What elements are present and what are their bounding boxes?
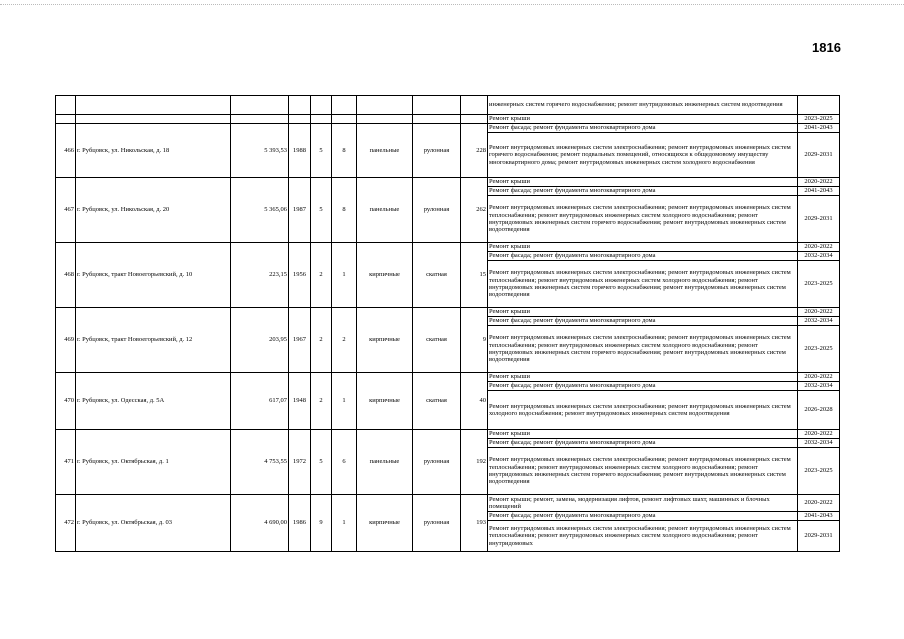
capital-repair-table: [55, 95, 840, 552]
work-description: Ремонт фасада; ремонт фундамента многоквартирного дома: [488, 124, 798, 133]
wall-material: панельные: [357, 124, 413, 178]
residents-count: 262: [461, 178, 488, 243]
work-period: 2020-2022: [798, 243, 840, 252]
work-period: 2020-2022: [798, 178, 840, 187]
building-row: [56, 178, 840, 187]
work-period: 2032-2034: [798, 252, 840, 261]
work-description: Ремонт крыши: [488, 115, 798, 124]
work-period: 2029-2031: [798, 196, 840, 243]
work-description: Ремонт внутридомовых инженерных систем электроснабжения; ремонт внутридомовых инженерных систем теплоснабжения; ремонт внутридомовых инженерных систем холодного водоснабжения; ремонт внутридомовых: [488, 521, 798, 552]
work-period: 2029-2031: [798, 521, 840, 552]
work-period: [798, 96, 840, 115]
empty-cell: [231, 115, 289, 124]
continuation-row: [56, 96, 840, 115]
building-entrances: 1: [332, 243, 357, 308]
building-address: г. Рубцовск, ул. Октябрьская, д. 03: [76, 495, 231, 552]
roof-type: рулонная: [413, 430, 461, 495]
work-period: 2029-2031: [798, 133, 840, 178]
residents-count: 9: [461, 308, 488, 373]
building-row: [56, 495, 840, 512]
roof-type: рулонная: [413, 495, 461, 552]
work-description: Ремонт фасада; ремонт фундамента многоквартирного дома: [488, 252, 798, 261]
empty-cell: [311, 96, 332, 115]
work-description: Ремонт крыши: [488, 373, 798, 382]
building-floors: 5: [311, 178, 332, 243]
building-year: 1948: [289, 373, 311, 430]
work-period: 2041-2043: [798, 512, 840, 521]
work-description: Ремонт фасада; ремонт фундамента многоквартирного дома: [488, 187, 798, 196]
building-area: 203,95: [231, 308, 289, 373]
roof-type: скатная: [413, 373, 461, 430]
empty-cell: [461, 115, 488, 124]
building-row: [56, 243, 840, 252]
wall-material: панельные: [357, 430, 413, 495]
building-floors: 5: [311, 124, 332, 178]
work-period: 2032-2034: [798, 439, 840, 448]
building-number: 466: [56, 124, 76, 178]
work-period: 2023-2025: [798, 448, 840, 495]
building-address: г. Рубцовск, ул. Никольская, д. 20: [76, 178, 231, 243]
building-entrances: 8: [332, 178, 357, 243]
empty-cell: [56, 96, 76, 115]
residents-count: 193: [461, 495, 488, 552]
building-area: 5 365,06: [231, 178, 289, 243]
work-description: Ремонт фасада; ремонт фундамента многоквартирного дома: [488, 512, 798, 521]
building-number: 467: [56, 178, 76, 243]
empty-cell: [413, 96, 461, 115]
work-description: Ремонт внутридомовых инженерных систем электроснабжения; ремонт внутридомовых инженерных систем теплоснабжения; ремонт внутридомовых инженерных систем холодного водоснабжения; ремонт внутридомовых инженерных систем горячего водоснабжения; ремонт внутридомовых инженерных систем водоотведения: [488, 326, 798, 373]
work-period: 2020-2022: [798, 308, 840, 317]
work-description: Ремонт крыши: [488, 178, 798, 187]
empty-cell: [231, 96, 289, 115]
building-address: г. Рубцовск, тракт Новоегорьевский, д. 12: [76, 308, 231, 373]
empty-cell: [289, 115, 311, 124]
building-address: г. Рубцовск, ул. Октябрьская, д. 1: [76, 430, 231, 495]
work-description: Ремонт фасада; ремонт фундамента многоквартирного дома: [488, 317, 798, 326]
building-number: 471: [56, 430, 76, 495]
roof-type: рулонная: [413, 124, 461, 178]
empty-cell: [357, 96, 413, 115]
building-floors: 2: [311, 308, 332, 373]
residents-count: 228: [461, 124, 488, 178]
building-number: 469: [56, 308, 76, 373]
building-year: 1956: [289, 243, 311, 308]
building-entrances: 2: [332, 308, 357, 373]
building-entrances: 1: [332, 495, 357, 552]
building-floors: 9: [311, 495, 332, 552]
roof-type: скатная: [413, 243, 461, 308]
empty-cell: [413, 115, 461, 124]
building-entrances: 8: [332, 124, 357, 178]
building-area: 4 690,00: [231, 495, 289, 552]
wall-material: панельные: [357, 178, 413, 243]
empty-cell: [56, 115, 76, 124]
wall-material: кирпичные: [357, 243, 413, 308]
work-description: Ремонт фасада; ремонт фундамента многоквартирного дома: [488, 382, 798, 391]
building-area: 223,15: [231, 243, 289, 308]
work-period: 2041-2043: [798, 187, 840, 196]
roof-type: рулонная: [413, 178, 461, 243]
building-number: 468: [56, 243, 76, 308]
empty-cell: [332, 96, 357, 115]
table-body: [56, 96, 840, 552]
work-period: 2020-2022: [798, 495, 840, 512]
building-row: [56, 430, 840, 439]
work-description: инженерных систем горячего водоснабжения; ремонт внутридомовых инженерных систем водоотведения: [488, 96, 798, 115]
empty-cell: [357, 115, 413, 124]
work-period: 2026-2028: [798, 391, 840, 430]
building-year: 1987: [289, 178, 311, 243]
building-entrances: 1: [332, 373, 357, 430]
empty-cell: [461, 96, 488, 115]
continuation-row: [56, 115, 840, 124]
work-description: Ремонт внутридомовых инженерных систем электроснабжения; ремонт внутридомовых инженерных систем холодного водоснабжения; ремонт внутридомовых инженерных систем водоотведения: [488, 391, 798, 430]
building-address: г. Рубцовск, ул. Никольская, д. 18: [76, 124, 231, 178]
work-description: Ремонт крыши: [488, 430, 798, 439]
building-row: [56, 308, 840, 317]
building-number: 470: [56, 373, 76, 430]
building-row: [56, 124, 840, 133]
residents-count: 40: [461, 373, 488, 430]
work-description: Ремонт крыши: [488, 308, 798, 317]
building-year: 1967: [289, 308, 311, 373]
work-description: Ремонт внутридомовых инженерных систем электроснабжения; ремонт внутридомовых инженерных систем теплоснабжения; ремонт внутридомовых инженерных систем холодного водоснабжения; ремонт внутридомовых инженерных систем горячего водоснабжения; ремонт внутридомовых инженерных систем водоотведения: [488, 448, 798, 495]
work-period: 2041-2043: [798, 124, 840, 133]
work-description: Ремонт внутридомовых инженерных систем электроснабжения; ремонт внутридомовых инженерных систем теплоснабжения; ремонт внутридомовых инженерных систем холодного водоснабжения; ремонт внутридомовых инженерных систем горячего водоснабжения; ремонт внутридомовых инженерных систем водоотведения: [488, 196, 798, 243]
building-floors: 5: [311, 430, 332, 495]
building-year: 1986: [289, 495, 311, 552]
page-number: 1816: [812, 40, 841, 55]
work-period: 2020-2022: [798, 430, 840, 439]
work-description: Ремонт внутридомовых инженерных систем электроснабжения; ремонт внутридомовых инженерных систем горячего водоснабжения; ремонт подвальных помещений, относящихся к общедомовому имуществу многоквартирного дома; ремонт внутридомовых инженерных систем холодного водоснабжения: [488, 133, 798, 178]
work-description: Ремонт внутридомовых инженерных систем электроснабжения; ремонт внутридомовых инженерных систем теплоснабжения; ремонт внутридомовых инженерных систем холодного водоснабжения; ремонт внутридомовых инженерных систем горячего водоснабжения; ремонт внутридомовых инженерных систем водоотведения: [488, 261, 798, 308]
empty-cell: [76, 115, 231, 124]
building-area: 5 393,53: [231, 124, 289, 178]
work-description: Ремонт крыши; ремонт, замена, модернизация лифтов, ремонт лифтовых шахт, машинных и блочных помещений: [488, 495, 798, 512]
empty-cell: [289, 96, 311, 115]
empty-cell: [311, 115, 332, 124]
residents-count: 15: [461, 243, 488, 308]
building-entrances: 6: [332, 430, 357, 495]
building-area: 617,07: [231, 373, 289, 430]
building-year: 1972: [289, 430, 311, 495]
work-period: 2023-2025: [798, 261, 840, 308]
work-period: 2032-2034: [798, 317, 840, 326]
building-number: 472: [56, 495, 76, 552]
work-period: 2023-2025: [798, 115, 840, 124]
scan-edge-line: [0, 4, 904, 6]
building-address: г. Рубцовск, тракт Новоегорьевский, д. 10: [76, 243, 231, 308]
residents-count: 192: [461, 430, 488, 495]
work-description: Ремонт фасада; ремонт фундамента многоквартирного дома: [488, 439, 798, 448]
wall-material: кирпичные: [357, 308, 413, 373]
building-area: 4 753,55: [231, 430, 289, 495]
building-floors: 2: [311, 373, 332, 430]
building-row: [56, 373, 840, 382]
work-period: 2023-2025: [798, 326, 840, 373]
empty-cell: [332, 115, 357, 124]
building-floors: 2: [311, 243, 332, 308]
roof-type: скатная: [413, 308, 461, 373]
building-address: г. Рубцовск, ул. Одесская, д. 5А: [76, 373, 231, 430]
empty-cell: [76, 96, 231, 115]
wall-material: кирпичные: [357, 373, 413, 430]
work-period: 2020-2022: [798, 373, 840, 382]
work-period: 2032-2034: [798, 382, 840, 391]
wall-material: кирпичные: [357, 495, 413, 552]
work-description: Ремонт крыши: [488, 243, 798, 252]
building-year: 1988: [289, 124, 311, 178]
